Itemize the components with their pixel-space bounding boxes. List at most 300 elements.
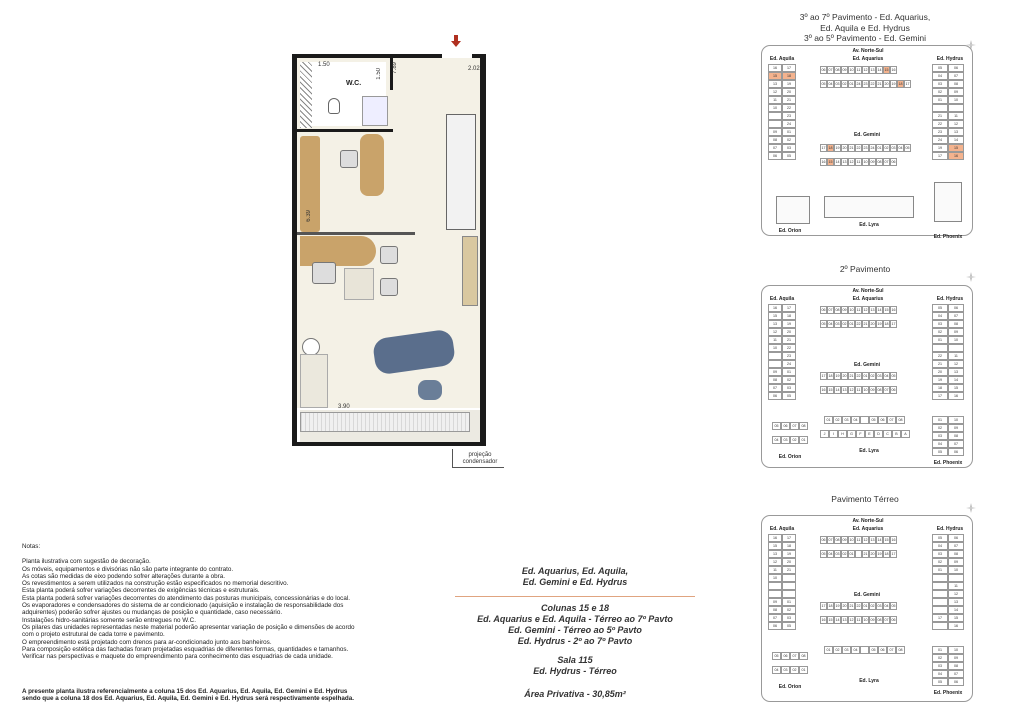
unit-cell: 01 — [863, 604, 868, 608]
unit-cell: 17 — [891, 552, 896, 556]
unit-cell — [932, 344, 948, 352]
unit-cell: 21 — [849, 374, 854, 378]
unit-cell: 08 — [835, 68, 840, 72]
unit-cell — [932, 598, 948, 606]
unit-cell: 03 — [782, 614, 796, 622]
unit-cell: 08 — [948, 550, 964, 558]
gemini-units-row1 — [820, 144, 911, 152]
unit-cell: 09 — [948, 558, 964, 566]
note-line: com o projeto estrutural de cada torre e pavimento. — [22, 631, 165, 639]
unit-cell: 07 — [887, 416, 896, 424]
unit-cell: 21 — [877, 82, 882, 86]
unit-cell: 05 — [932, 304, 948, 312]
gemini-units-row2 — [820, 386, 897, 394]
unit-cell: 04 — [772, 436, 781, 444]
note-line: Esta planta poderá sofrer variações decorrentes do atendimento das posturas municipais, concessionárias e do local. — [22, 594, 350, 602]
unit-cell — [948, 574, 964, 582]
notes-block — [22, 543, 417, 660]
unit-cell: 13 — [768, 550, 782, 558]
unit-cell: 13 — [870, 538, 875, 542]
wc-wall-bottom — [297, 129, 393, 132]
unit-cell: 02 — [842, 82, 847, 86]
chair-visitor-2 — [380, 278, 398, 296]
building-label-aquila: Ed. Aquila — [769, 526, 795, 532]
unit-cell: 01 — [863, 374, 868, 378]
unit-cell: 03 — [782, 384, 796, 392]
unit-cell: 08 — [877, 160, 882, 164]
unit-cell: 05 — [932, 678, 948, 686]
unit-cell: 03 — [932, 662, 948, 670]
building-label-lyra: Ed. Lyra — [859, 448, 879, 454]
building-label-gemini: Ed. Gemini — [853, 362, 881, 368]
unit-cell: 21 — [863, 552, 868, 556]
unit-cell: 18 — [782, 72, 796, 80]
unit-cell: 10 — [768, 344, 782, 352]
building-label-orion: Ed. Orion — [778, 228, 802, 234]
unit-cell: 24 — [782, 120, 796, 128]
unit-cell: 03 — [877, 374, 882, 378]
unit-cell: 10 — [948, 416, 964, 424]
unit-cell: 02 — [833, 416, 842, 424]
unit-cell: 02 — [932, 328, 948, 336]
unit-cell — [932, 606, 948, 614]
unit-cell: 18 — [884, 322, 889, 326]
unit-cell: 17 — [821, 604, 826, 608]
unit-cell — [932, 582, 948, 590]
unit-cell: 18 — [898, 82, 903, 86]
counter-left — [300, 354, 328, 408]
unit-cell: 09 — [870, 618, 875, 622]
wc-label: W.C. — [346, 80, 362, 87]
unit-cell: 05 — [772, 422, 781, 430]
unit-cell: 06 — [948, 678, 964, 686]
unit-cell: 09 — [948, 88, 964, 96]
columns-line: Ed. Aquarius e Ed. Aquila - Térreo ao 7º Pavto — [477, 614, 673, 624]
unit-cell: 11 — [948, 352, 964, 360]
building-label-aquila: Ed. Aquila — [769, 296, 795, 302]
unit-cell: 23 — [932, 128, 948, 136]
unit-cell: 07 — [828, 308, 833, 312]
unit-cell: 09 — [870, 388, 875, 392]
unit-cell: 01 — [799, 436, 808, 444]
unit-cell: 04 — [884, 604, 889, 608]
note-line: Planta ilustrativa com sugestão de decoração. — [22, 558, 151, 566]
unit-cell: 03 — [932, 550, 948, 558]
unit-cell: 15 — [884, 68, 889, 72]
gemini-units-row1 — [820, 602, 897, 610]
unit-cell: 18 — [828, 374, 833, 378]
unit-cell: 04 — [884, 374, 889, 378]
unit-cell: 19 — [835, 374, 840, 378]
unit-cell: 13 — [948, 128, 964, 136]
unit-cell: 11 — [856, 388, 861, 392]
orion-block — [776, 196, 810, 224]
unit-cell: 06 — [781, 652, 790, 660]
unit-info — [455, 566, 695, 708]
unit-cell: 16 — [891, 538, 896, 542]
unit-cell: 16 — [768, 534, 782, 542]
unit-cell: 16 — [821, 388, 826, 392]
unit-cell: 20 — [842, 146, 847, 150]
columns-line: Ed. Gemini - Térreo ao 5º Pavto — [508, 625, 642, 635]
unit-cell: 10 — [948, 566, 964, 574]
orion-units-row1 — [772, 652, 808, 660]
site-map-upper — [761, 45, 973, 240]
desk-middle — [300, 236, 376, 266]
divider-wall — [297, 232, 415, 235]
unit-cell: 01 — [877, 146, 882, 150]
unit-cell: 14 — [948, 136, 964, 144]
unit-cell: 09 — [870, 160, 875, 164]
unit-cell: 12 — [863, 538, 868, 542]
unit-cell: F — [856, 430, 865, 438]
note-line: Instalações hidro-sanitárias somente serão entregues no W.C. — [22, 616, 196, 624]
site-title-line: 3º ao 7º Pavimento - Ed. Aquarius, — [799, 12, 931, 22]
unit-cell: 16 — [948, 392, 964, 400]
unit-cell: 22 — [856, 146, 861, 150]
unit-cell: 02 — [842, 322, 847, 326]
unit-cell: 10 — [849, 308, 854, 312]
floor-plan — [292, 54, 488, 446]
unit-cell: 08 — [768, 136, 782, 144]
unit-cell: 24 — [856, 82, 861, 86]
unit-cell: 23 — [782, 352, 796, 360]
unit-cell: 02 — [842, 552, 847, 556]
site-title-3 — [760, 494, 970, 505]
unit-cell: 15 — [768, 312, 782, 320]
unit-cell: 17 — [932, 152, 948, 160]
unit-cell: 01 — [849, 82, 854, 86]
unit-cell: 02 — [833, 646, 842, 654]
unit-cell: 14 — [877, 68, 882, 72]
unit-cell: 03 — [782, 144, 796, 152]
site-title-line: Pavimento Térreo — [831, 494, 899, 504]
building-label-lyra: Ed. Lyra — [859, 678, 879, 684]
unit-cell: 20 — [842, 374, 847, 378]
wall-top-left — [292, 54, 442, 58]
phoenix-block — [934, 182, 962, 222]
unit-cell: 21 — [782, 336, 796, 344]
unit-cell: 12 — [948, 120, 964, 128]
unit-cell: 03 — [835, 322, 840, 326]
dental-stool — [418, 380, 442, 400]
unit-cell: 02 — [870, 604, 875, 608]
unit-cell: E — [865, 430, 874, 438]
unit-cell: 01 — [932, 646, 948, 654]
unit-cell: 18 — [828, 146, 833, 150]
site-map-ground — [761, 515, 973, 702]
unit-cell: 01 — [782, 128, 796, 136]
unit-cell: 10 — [768, 104, 782, 112]
unit-cell: J — [820, 430, 829, 438]
aquarius-units-row2 — [820, 80, 911, 88]
unit-cell: 15 — [948, 144, 964, 152]
unit-cell: 05 — [782, 392, 796, 400]
unit-cell: 20 — [782, 328, 796, 336]
info-separator — [455, 596, 695, 597]
unit-cell: 07 — [790, 652, 799, 660]
orion-units-row1 — [772, 422, 808, 430]
cabinet — [344, 268, 374, 300]
unit-cell: 11 — [768, 566, 782, 574]
aquila-units — [768, 534, 796, 630]
shelf-right — [462, 236, 478, 306]
unit-cell: 19 — [782, 320, 796, 328]
wall-top-right — [472, 54, 486, 58]
unit-cell: 05 — [821, 322, 826, 326]
entry-arrow-icon — [451, 34, 461, 46]
unit-cell: 11 — [768, 336, 782, 344]
unit-cell: 01 — [849, 552, 854, 556]
unit-cell: 20 — [932, 368, 948, 376]
unit-cell: 20 — [870, 322, 875, 326]
unit-cell: 07 — [768, 144, 782, 152]
desk-top-right — [360, 134, 384, 196]
unit-cell: 04 — [828, 552, 833, 556]
unit-cell: 12 — [849, 618, 854, 622]
building-label-aquila: Ed. Aquila — [769, 56, 795, 62]
unit-cell: 11 — [856, 160, 861, 164]
chair-visitor-1 — [380, 246, 398, 264]
unit-cell: 15 — [828, 388, 833, 392]
unit-cell: 05 — [772, 652, 781, 660]
unit-cell: 20 — [842, 604, 847, 608]
unit-cell: 06 — [768, 152, 782, 160]
unit-cell: 04 — [932, 72, 948, 80]
unit-cell: 06 — [821, 538, 826, 542]
unit-cell: 06 — [891, 618, 896, 622]
unit-cell: 10 — [948, 336, 964, 344]
unit-cell: 06 — [821, 68, 826, 72]
unit-cell: 06 — [878, 416, 887, 424]
unit-cell: 04 — [828, 322, 833, 326]
footer-line: A presente planta ilustra referencialmente a coluna 15 dos Ed. Aquarius, Ed. Aquila, Ed. Gemini e Ed. Hydrus — [22, 688, 348, 695]
lyra-block — [824, 196, 914, 218]
unit-cell: 09 — [948, 654, 964, 662]
unit-cell: 11 — [948, 582, 964, 590]
unit-cell: 23 — [782, 112, 796, 120]
unit-cell: 08 — [948, 662, 964, 670]
aquarius-units-row2 — [820, 550, 897, 558]
building-label-phoenix: Ed. Phoenix — [933, 690, 963, 696]
unit-cell: 07 — [948, 312, 964, 320]
unit-cell — [948, 104, 964, 112]
unit-cell: 19 — [782, 80, 796, 88]
unit-cell — [855, 550, 862, 558]
unit-cell: 20 — [870, 552, 875, 556]
unit-cell: 02 — [932, 424, 948, 432]
unit-cell: I — [829, 430, 838, 438]
unit-cell — [768, 352, 782, 360]
unit-cell: 07 — [790, 422, 799, 430]
unit-cell: 10 — [768, 574, 782, 582]
hydrus-units — [932, 534, 964, 630]
aquila-units — [768, 64, 796, 160]
unit-cell: 07 — [884, 160, 889, 164]
unit-cell: 22 — [782, 104, 796, 112]
unit-cell: 07 — [948, 542, 964, 550]
unit-cell: 12 — [863, 68, 868, 72]
unit-cell: 14 — [835, 160, 840, 164]
unit-cell: 09 — [768, 128, 782, 136]
unit-cell: 03 — [781, 436, 790, 444]
unit-cell: 08 — [877, 388, 882, 392]
unit-cell: 08 — [768, 376, 782, 384]
shower — [362, 96, 388, 126]
unit-cell: 05 — [821, 82, 826, 86]
unit-cell: 15 — [948, 384, 964, 392]
unit-cell: 09 — [768, 368, 782, 376]
unit-cell: 15 — [768, 72, 782, 80]
unit-cell: 24 — [870, 146, 875, 150]
unit-cell: 15 — [884, 308, 889, 312]
site-title-line: Ed. Aquila e Ed. Hydrus — [820, 22, 910, 33]
unit-cell: 13 — [948, 368, 964, 376]
unit-cell: 08 — [835, 308, 840, 312]
dim-wc-depth: 7.89 — [392, 62, 398, 74]
unit-cell: 09 — [948, 424, 964, 432]
unit-cell: 05 — [782, 622, 796, 630]
note-line: Os evaporadores e condensadores do sistema de ar condicionado (aquisição e instalação de responsabilidade dos — [22, 602, 344, 610]
unit-cell: 21 — [863, 322, 868, 326]
unit-cell — [768, 582, 782, 590]
unit-cell: 13 — [768, 320, 782, 328]
unit-cell: 04 — [851, 646, 860, 654]
unit-cell: A — [901, 430, 910, 438]
unit-cell: 21 — [849, 604, 854, 608]
building-label-hydrus: Ed. Hydrus — [936, 296, 964, 302]
unit-cell: 05 — [891, 604, 896, 608]
unit-cell: 07 — [884, 618, 889, 622]
gemini-units-row2 — [820, 616, 897, 624]
unit-cell: 04 — [851, 416, 860, 424]
unit-cell: 07 — [768, 384, 782, 392]
unit-cell — [768, 590, 782, 598]
unit-cell: 09 — [842, 68, 847, 72]
aquarius-units-row1 — [820, 536, 897, 544]
site-title-2 — [760, 264, 970, 275]
unit-cell: 07 — [948, 670, 964, 678]
unit-cell: 19 — [932, 376, 948, 384]
gemini-units-row2 — [820, 158, 897, 166]
unit-cell: 01 — [799, 666, 808, 674]
unit-cell: 24 — [932, 136, 948, 144]
unit-cell: 08 — [799, 422, 808, 430]
compass-icon — [966, 40, 976, 50]
unit-cell: H — [838, 430, 847, 438]
unit-cell: 01 — [824, 416, 833, 424]
unit-cell: 03 — [932, 80, 948, 88]
unit-cell: 17 — [821, 146, 826, 150]
aquarius-units-row1 — [820, 66, 897, 74]
unit-cell: 18 — [782, 542, 796, 550]
note-line: Os revestimentos a serem utilizados na construção estão especificados no memorial descritivo. — [22, 580, 289, 588]
unit-cell: 04 — [932, 670, 948, 678]
room-line: Sala 115 — [557, 655, 593, 665]
unit-cell: 21 — [932, 112, 948, 120]
unit-cell: 03 — [842, 416, 851, 424]
unit-cell: 15 — [768, 542, 782, 550]
unit-cell: 23 — [863, 82, 868, 86]
notes-title: Notas: — [22, 543, 41, 550]
unit-cell: 22 — [782, 344, 796, 352]
unit-cell: 12 — [863, 308, 868, 312]
unit-cell: 21 — [932, 360, 948, 368]
unit-cell: 17 — [821, 374, 826, 378]
unit-cell: 03 — [842, 646, 851, 654]
unit-cell: 03 — [835, 82, 840, 86]
unit-cell: 08 — [768, 606, 782, 614]
unit-cell: 01 — [932, 416, 948, 424]
condenser-note: projeção condensador — [462, 452, 498, 465]
unit-cell: 11 — [856, 68, 861, 72]
unit-cell: 16 — [768, 64, 782, 72]
unit-cell: 20 — [884, 82, 889, 86]
unit-cell: 01 — [932, 96, 948, 104]
buildings-line: Ed. Aquarius, Ed. Aquila, — [521, 566, 629, 576]
unit-cell: 09 — [842, 538, 847, 542]
aquarius-units-row1 — [820, 306, 897, 314]
unit-cell: 11 — [856, 308, 861, 312]
unit-cell: 05 — [891, 374, 896, 378]
shaft — [300, 62, 312, 128]
unit-cell: 16 — [768, 304, 782, 312]
site-map-second — [761, 285, 973, 468]
unit-cell: 15 — [828, 160, 833, 164]
unit-cell: 16 — [891, 68, 896, 72]
unit-cell: 02 — [782, 136, 796, 144]
unit-cell: 08 — [896, 416, 905, 424]
unit-cell — [782, 590, 796, 598]
lyra-units-row1 — [824, 416, 905, 424]
chair-top — [340, 150, 358, 168]
aquila-units — [768, 304, 796, 400]
unit-cell: 05 — [821, 552, 826, 556]
unit-cell: 10 — [863, 618, 868, 622]
unit-cell: 16 — [948, 152, 964, 160]
lyra-units-row2 — [820, 430, 910, 438]
phoenix-units — [932, 416, 964, 456]
unit-cell: 22 — [870, 82, 875, 86]
unit-cell: 19 — [877, 552, 882, 556]
wall-left — [292, 54, 297, 446]
unit-cell: 11 — [856, 538, 861, 542]
chair-middle — [312, 262, 336, 284]
unit-cell: 10 — [849, 68, 854, 72]
wall-cabinets — [446, 114, 476, 230]
unit-cell: 19 — [835, 146, 840, 150]
hydrus-units — [932, 64, 964, 160]
note-line: adquirentes) poderão sofrer ajustes ou mudanças de posição e quantidade, caso necessário. — [22, 609, 283, 617]
unit-cell: 01 — [824, 646, 833, 654]
unit-cell: 04 — [898, 146, 903, 150]
building-label-phoenix: Ed. Phoenix — [933, 460, 963, 466]
unit-cell: 02 — [790, 436, 799, 444]
unit-cell: 03 — [932, 320, 948, 328]
unit-cell: 07 — [828, 68, 833, 72]
unit-cell: 13 — [842, 160, 847, 164]
unit-cell: 21 — [782, 566, 796, 574]
unit-cell — [932, 104, 948, 112]
unit-cell: 07 — [768, 614, 782, 622]
unit-cell: 12 — [768, 88, 782, 96]
unit-cell — [932, 574, 948, 582]
unit-cell: 08 — [948, 320, 964, 328]
building-label-aquarius: Ed. Aquarius — [852, 56, 884, 62]
note-line: As cotas são medidas de eixo podendo sofrer alterações durante a obra. — [22, 572, 226, 580]
hydrus-units — [932, 304, 964, 400]
unit-cell: B — [892, 430, 901, 438]
